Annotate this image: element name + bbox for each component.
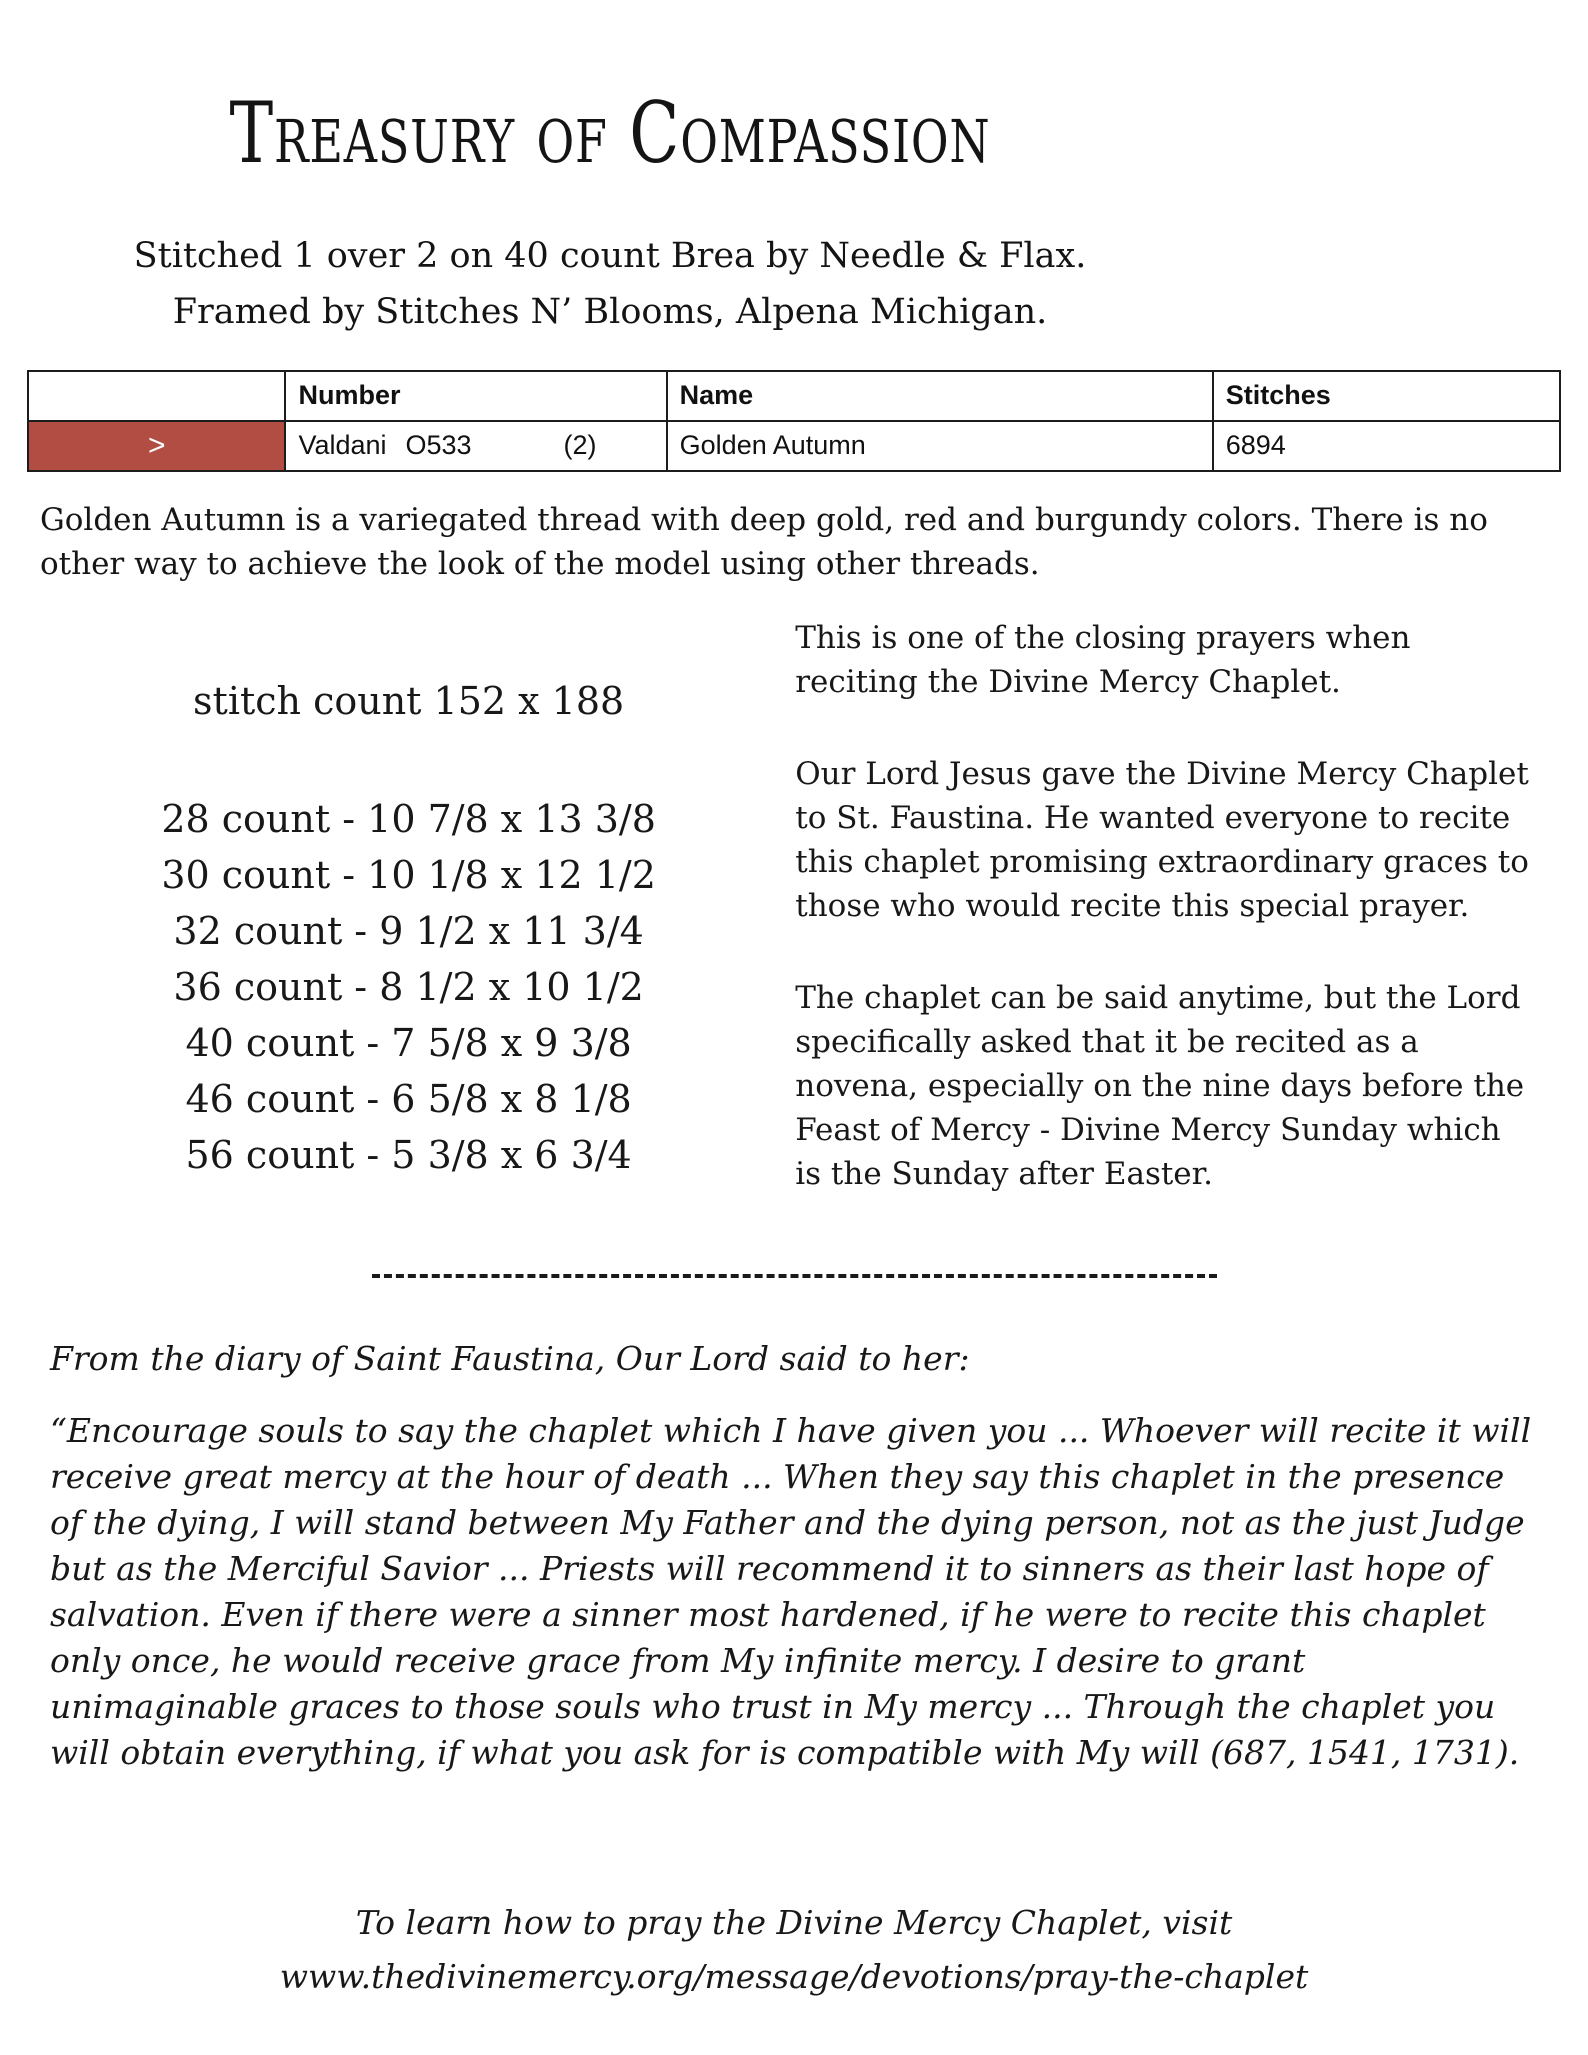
- chaplet-paragraph-2: Our Lord Jesus gave the Divine Mercy Chaplet to St. Faustina. He wanted everyone to recite this chaplet promising extraordinary graces to those who would recite this special prayer.: [795, 755, 1529, 924]
- swatch-column-header: [28, 371, 285, 421]
- size-chart: [0, 616, 762, 1183]
- stitch-count: stitch count 152 x 188: [193, 678, 625, 723]
- diary-intro: From the diary of Saint Faustina, Our Lord said to her:: [50, 1338, 970, 1378]
- stitches-column-header: Stitches: [1213, 371, 1560, 421]
- size-line-56-count: 56 count - 5 3/8 x 6 3/4: [185, 1132, 632, 1177]
- chaplet-paragraph-3: The chaplet can be said anytime, but the Lord specifically asked that it be recited as a novena, especially on the nine days before the Feast of Mercy - Divine Mercy Sunday which is the Sunday after Easter.: [795, 979, 1525, 1192]
- two-column-section: [0, 616, 1588, 1196]
- subtitle-line-1: Stitched 1 over 2 on 40 count Brea by Needle & Flax.: [133, 235, 1087, 276]
- page-title: Treasury of Compassion: [229, 84, 991, 182]
- chaplet-paragraph-1: This is one of the closing prayers when reciting the Divine Mercy Chaplet.: [795, 619, 1411, 700]
- thread-code: O533: [405, 430, 472, 461]
- size-lines: [55, 791, 762, 1183]
- chaplet-info: [762, 616, 1588, 1196]
- size-line-30-count: 30 count - 10 1/8 x 12 1/2: [161, 852, 656, 897]
- number-column-header: Number: [285, 371, 666, 421]
- footer-line-1: To learn how to pray the Divine Mercy Chaplet, visit: [355, 1902, 1233, 1942]
- size-line-32-count: 32 count - 9 1/2 x 11 3/4: [173, 908, 644, 953]
- dashed-divider: [372, 1274, 1217, 1278]
- footer: [0, 1896, 1588, 2004]
- name-column-header: Name: [667, 371, 1213, 421]
- thread-quantity: (2): [563, 430, 597, 461]
- size-line-40-count: 40 count - 7 5/8 x 9 3/8: [185, 1020, 632, 1065]
- thread-name-cell: Golden Autumn: [667, 421, 1213, 471]
- swatch-symbol: >: [147, 428, 166, 462]
- subtitle-line-2: Framed by Stitches N’ Blooms, Alpena Michigan.: [172, 291, 1048, 332]
- subtitle: [0, 228, 1220, 340]
- thread-stitches-cell: 6894: [1213, 421, 1560, 471]
- footer-url: www.thedivinemercy.org/message/devotions/pray-the-chaplet: [279, 1956, 1309, 1996]
- thread-brand: Valdani: [298, 430, 387, 461]
- thread-table: [27, 370, 1561, 472]
- thread-table-header-row: [28, 371, 1560, 421]
- header-block: [0, 0, 1220, 340]
- thread-number-cell: [285, 421, 666, 471]
- thread-note: Golden Autumn is a variegated thread with deep gold, red and burgundy colors. There is no other way to achieve the look of the model using other threads.: [40, 501, 1488, 582]
- diary-quote: “Encourage souls to say the chaplet which I have given you ... Whoever will recite it will receive great mercy at the hour of death ... When they say this chaplet in the presence of the dying, I will stand between My Father and the dying person, not as the just Judge but as the Merciful Savior ... Priests will recommend it to sinners as their last hope of salvation. Even if there were a sinner most hardened, if he were to recite this chaplet only once, he would receive grace from My infinite mercy. I desire to grant unimaginable graces to those souls who trust in My mercy ... Through the chaplet you will obtain everything, if what you ask for is compatible with My will (687, 1541, 1731).: [50, 1410, 1532, 1772]
- size-line-46-count: 46 count - 6 5/8 x 8 1/8: [185, 1076, 632, 1121]
- thread-table-row: [28, 421, 1560, 471]
- thread-color-swatch: [28, 421, 285, 471]
- size-line-28-count: 28 count - 10 7/8 x 13 3/8: [161, 796, 656, 841]
- size-line-36-count: 36 count - 8 1/2 x 10 1/2: [173, 964, 644, 1009]
